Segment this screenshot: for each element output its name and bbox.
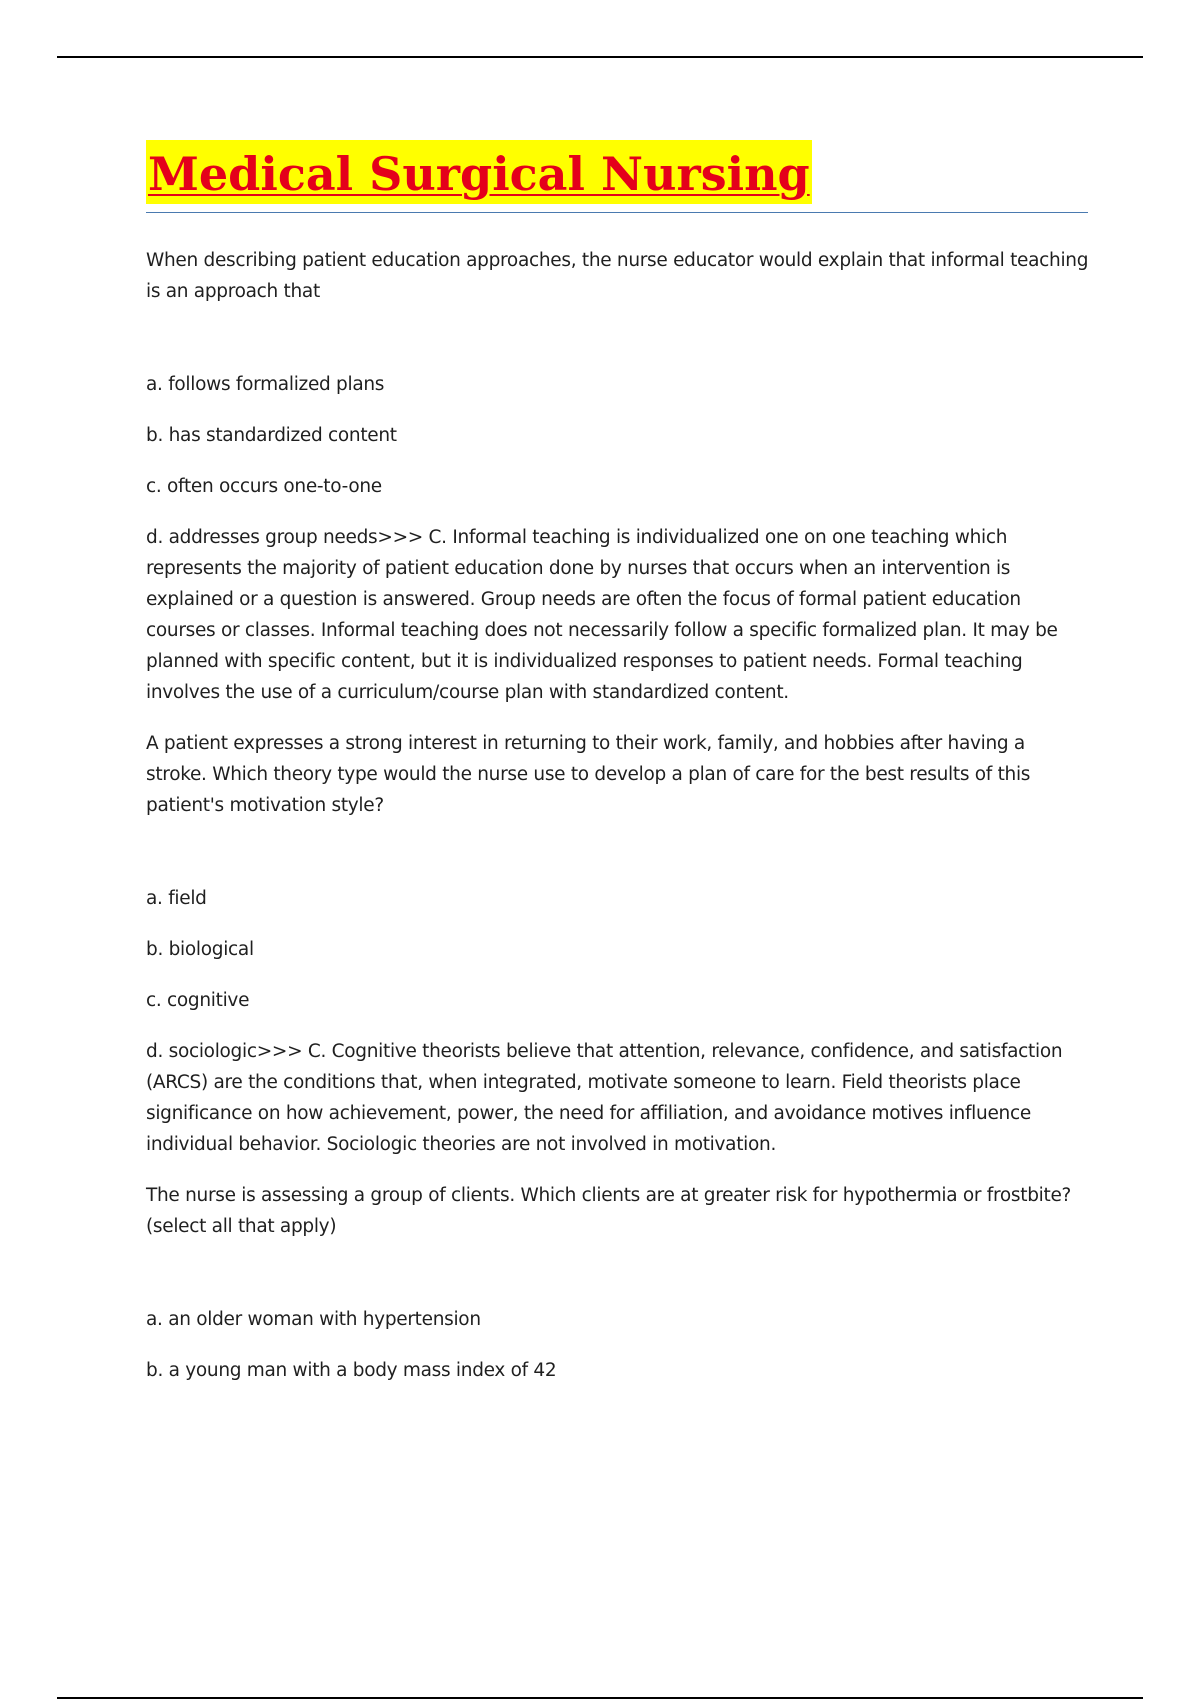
page-content [146,140,1090,1406]
question-2-option-b: b. biological [146,939,254,960]
question-2-gap [146,821,1090,883]
question-1-option-b: b. has standardized content [146,425,397,446]
question-1-option-c: c. often occurs one-to-one [146,476,382,497]
question-3-option-a: a. an older woman with hypertension [146,1309,481,1330]
question-3-option-b: b. a young man with a body mass index of 42 [146,1360,557,1381]
question-3-text: The nurse is assessing a group of clients. Which clients are at greater risk for hypothermia or frostbite? (select all that apply) [146,1185,1072,1237]
question-1-gap [146,307,1090,369]
page-bottom-rule [57,1697,1143,1699]
question-2-option-c: c. cognitive [146,990,250,1011]
question-2-option-a: a. field [146,888,207,909]
page-top-rule [57,56,1143,58]
document-title: Medical Surgical Nursing [146,140,812,204]
question-2-text: A patient expresses a strong interest in returning to their work, family, and hobbies after having a stroke. Which theory type would the nurse use to develop a plan of care for the best results of this patient's motivation style? [146,733,1031,816]
question-1-option-a: a. follows formalized plans [146,374,385,395]
question-1-text: When describing patient education approaches, the nurse educator would explain that informal teaching is an approach that [146,250,1089,302]
question-3-gap [146,1242,1090,1304]
question-1-option-d-rationale: d. addresses group needs>>> C. Informal teaching is individualized one on one teaching which represents the majority of patient education done by nurses that occurs when an intervention is explained or a question is answered. Group needs are often the focus of formal patient education courses or classes. Informal teaching does not necessarily follow a specific formalized plan. It may be planned with specific content, but it is individualized responses to patient needs. Formal teaching involves the use of a curriculum/course plan with standardized content. [146,527,1058,703]
question-2-option-d-rationale: d. sociologic>>> C. Cognitive theorists believe that attention, relevance, confidence, and satisfaction (ARCS) are the conditions that, when integrated, motivate someone to learn. Field theorists place significance on how achievement, power, the need for affiliation, and avoidance motives influence individual behavior. Sociologic theories are not involved in motivation. [146,1041,1063,1155]
title-underline-rule [146,212,1088,213]
